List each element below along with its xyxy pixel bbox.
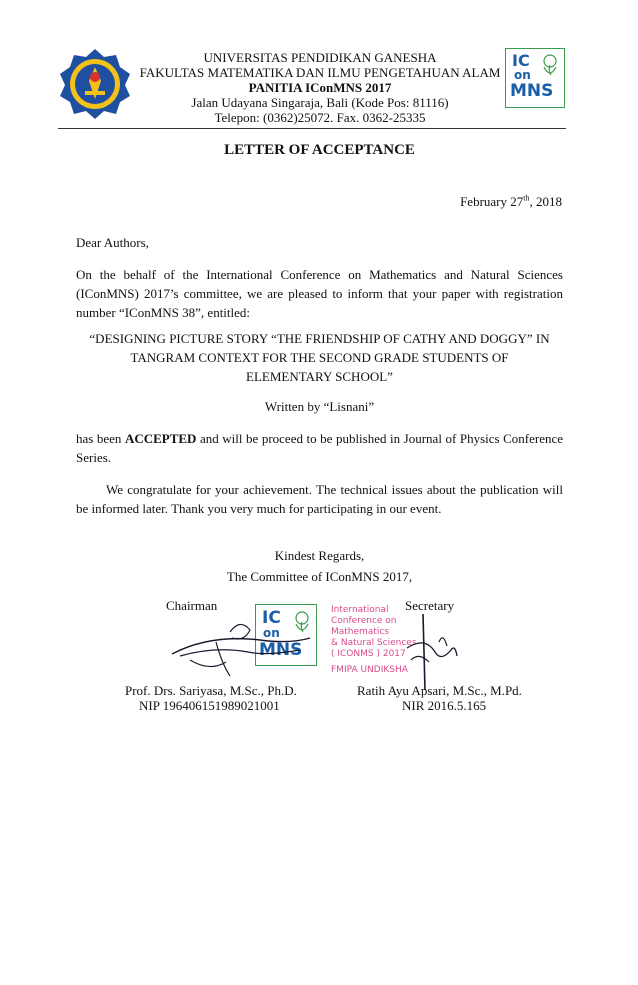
stamp-line-1: International bbox=[331, 605, 389, 615]
secretary-name: Ratih Ayu Apsari, M.Sc., M.Pd. bbox=[357, 683, 522, 698]
header-divider bbox=[58, 128, 566, 129]
chairman-role: Chairman bbox=[166, 598, 218, 613]
header-phone: Telepon: (0362)25072. Fax. 0362-25335 bbox=[214, 110, 426, 125]
chairman-signature bbox=[170, 612, 320, 682]
secretary-id: NIR 2016.5.165 bbox=[402, 698, 487, 713]
greeting: Dear Authors, bbox=[76, 235, 149, 250]
author-line: Written by “Lisnani” bbox=[264, 399, 375, 414]
letter-title: LETTER OF ACCEPTANCE bbox=[224, 142, 415, 158]
header-faculty: FAKULTAS MATEMATIKA DAN ILMU PENGETAHUAN ALAM bbox=[139, 65, 501, 80]
chairman-id: NIP 196406151989021001 bbox=[139, 698, 280, 713]
paper-title: “DESIGNING PICTURE STORY “THE FRIENDSHIP OF CATHY AND DOGGY” IN TANGRAM CONTEXT FOR THE SECOND GRADE STUDENTS OF ELEMENTARY SCHOOL” bbox=[89, 331, 550, 384]
header-committee: PANITIA IConMNS 2017 bbox=[248, 80, 392, 95]
ganesha-icon bbox=[539, 53, 561, 79]
secretary-role: Secretary bbox=[405, 598, 455, 613]
stamp-line-4: & Natural Sciences bbox=[331, 638, 417, 648]
congrats-paragraph: We congratulate for your achievement. The technical issues about the publication will be informed later. Thank you very much for participating in our event. bbox=[76, 482, 563, 516]
header-address: Jalan Udayana Singaraja, Bali (Kode Pos: 81116) bbox=[191, 95, 449, 110]
stamp-footer: FMIPA UNDIKSHA bbox=[331, 665, 408, 675]
chairman-name: Prof. Drs. Sariyasa, M.Sc., Ph.D. bbox=[125, 683, 297, 698]
iconmns-logo: IC on MNS bbox=[505, 48, 565, 108]
closing-regards: Kindest Regards, bbox=[274, 548, 365, 563]
stamp-line-2: Conference on bbox=[331, 616, 397, 626]
intro-paragraph: On the behalf of the International Conference on Mathematics and Natural Sciences (IConMNS) 2017’s committee, we are pleased to inform that your paper with registration number “IConMNS 38”, entitled: bbox=[76, 267, 563, 320]
stamp-line-3: Mathematics bbox=[331, 627, 389, 637]
header-university: UNIVERSITAS PENDIDIKAN GANESHA bbox=[203, 50, 437, 65]
stamp-line-5: ( ICONMS ) 2017 bbox=[331, 649, 406, 659]
stamp-logo: IC on MNS bbox=[255, 604, 317, 666]
accepted-paragraph: has been ACCEPTED and will be proceed to be published in Journal of Physics Conference Series. bbox=[76, 431, 564, 465]
secretary-signature bbox=[395, 612, 465, 692]
closing-committee: The Committee of IConMNS 2017, bbox=[226, 569, 413, 584]
letter-date: February 27th, 2018 bbox=[460, 193, 562, 209]
